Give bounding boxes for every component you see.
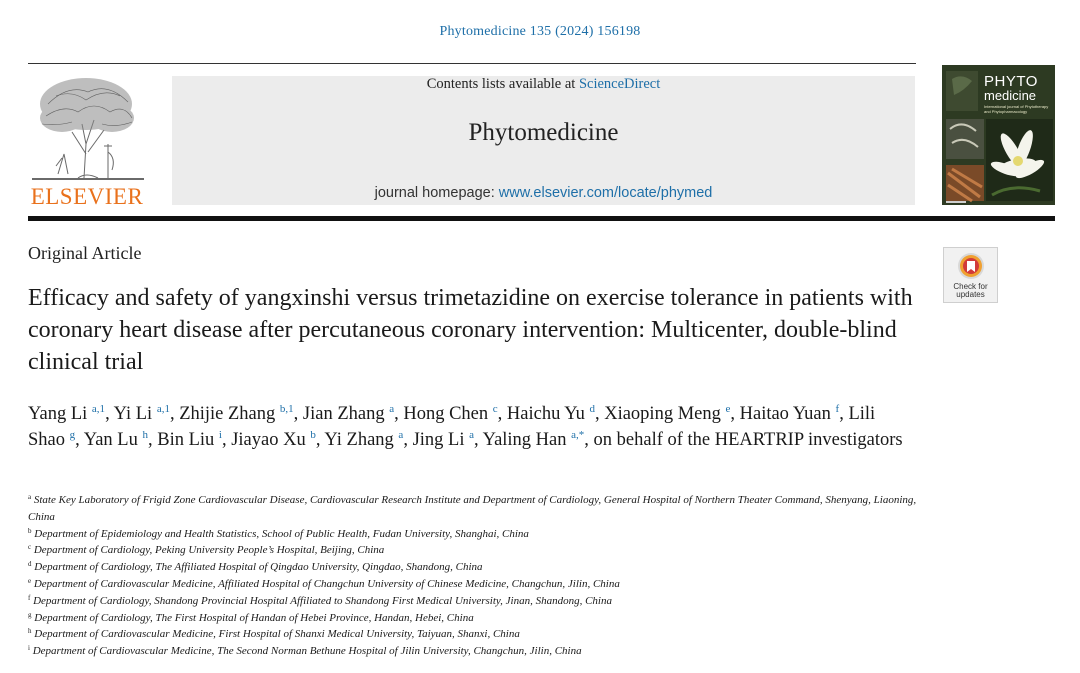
affiliation-letter: b [28,526,32,535]
author-name[interactable]: Bin Liu [157,429,215,450]
authors-suffix: , on behalf of the HEARTRIP investigators [584,429,903,450]
affiliation-letter: d [28,560,32,569]
cover-subtitle: International journal of Phytotherapy and Phytopharmacology [984,104,1049,114]
affiliation-list [28,492,928,660]
affiliation-item [28,576,928,593]
journal-citation[interactable]: Phytomedicine 135 (2024) 156198 [439,24,641,39]
elsevier-tree-icon [28,74,148,182]
affiliation-item [28,643,928,660]
author-name[interactable]: Jian Zhang [302,404,385,424]
affiliation-item [28,626,928,643]
author-affiliation-marker[interactable]: a,1 [156,403,170,415]
affiliation-text: Department of Cardiovascular Medicine, First Hospital of Shanxi Medical University, Taiyuan, Shanxi, China [31,628,520,641]
affiliation-text: Department of Epidemiology and Health Statistics, School of Public Health, Fudan University, Shanghai, China [31,527,529,540]
author-name[interactable]: Hong Chen [403,404,489,424]
author-name[interactable]: Xiaoping Meng [604,404,721,424]
affiliation-item [28,559,928,576]
elsevier-logo[interactable] [28,74,158,210]
contents-line: Contents lists available at ScienceDirect [426,76,661,92]
affiliation-item [28,593,928,610]
cover-title-phyto: PHYTO [984,73,1038,90]
affiliation-letter: c [28,543,32,552]
author-name[interactable]: Yang Li [28,404,88,424]
affiliation-item [28,542,928,559]
affiliation-item [28,610,928,627]
check-updates-label: Check for updates [953,282,988,299]
affiliation-letter: e [28,576,32,585]
check-updates-icon [956,251,986,281]
author-affiliation-marker[interactable]: b,1 [279,403,294,415]
author-name[interactable]: Jing Li [412,429,465,450]
article-title: Efficacy and safety of yangxinshi versus trimetazidine on exercise tolerance in patients with coronary heart disease after percutaneous coronary intervention: Multicenter, double-blind clinical trial [28,285,913,375]
affiliation-text: Department of Cardiology, Peking University People’s Hospital, Beijing, China [31,544,385,557]
author-list: Yang Li $^{a,1}$, Yi Li $^{a,1}$, Zhijie Zhang $^{b,1}$, Jian Zhang $^a$, Hong Chen $^c$, Haichu Yu $^d$, Xiaoping Meng $^e$, Haitao Yuan $^f$, Lili Shao $^g$, Yan Lu $^h$, Bin Liu $^i$, Jiayao Xu $^b$, Yi Zhang $^a$, Jing Li $^a$, Yaling Han $^{a,*}$, on behalf of the HEARTRIP investigators [28,403,903,450]
author-affiliation-marker[interactable]: a [398,428,404,441]
cover-title-medicine: medicine [984,88,1037,103]
author-affiliation-marker[interactable]: e [725,403,731,415]
check-for-updates-badge[interactable] [943,247,998,303]
affiliation-letter: g [28,610,32,619]
affiliation-item [28,526,928,543]
author-affiliation-marker[interactable]: a [469,428,474,441]
author-affiliation-marker[interactable]: a,1 [91,403,106,415]
elsevier-wordmark: ELSEVIER [30,184,144,209]
affiliation-letter: i [28,644,30,653]
author-affiliation-marker[interactable]: d [589,403,595,415]
author-name[interactable]: Zhijie Zhang [179,404,276,424]
homepage-line: journal homepage: www.elsevier.com/locate/phymed [374,185,713,201]
author-name[interactable]: Jiayao Xu [231,429,306,450]
header-top-rule [28,63,916,64]
author-name[interactable]: Haichu Yu [506,404,585,424]
affiliation-letter: f [28,593,31,602]
affiliation-text: Department of Cardiology, Shandong Provincial Hospital Affiliated to Shandong First Medical University, Jinan, Shandong, China [30,594,612,607]
sciencedirect-link[interactable]: ScienceDirect [578,76,661,92]
author-affiliation-marker[interactable]: h [142,428,148,441]
article-type: Original Article [28,243,142,263]
homepage-link[interactable]: www.elsevier.com/locate/phymed [498,185,713,201]
author-name[interactable]: Yi Li [113,404,153,424]
author-name[interactable]: Yaling Han [482,429,567,450]
journal-banner [172,76,915,205]
journal-title: Phytomedicine [468,119,619,146]
header-bottom-rule [28,216,1055,221]
author-affiliation-marker[interactable]: f [835,403,840,415]
author-name[interactable]: Yi Zhang [324,429,394,450]
affiliation-text: Department of Cardiovascular Medicine, Affiliated Hospital of Changchun University of Chinese Medicine, Changchun, Jilin, China [31,577,620,590]
author-name[interactable]: Yan Lu [83,429,138,450]
author-name[interactable]: Haitao Yuan [739,404,831,424]
affiliation-text: Department of Cardiology, The First Hospital of Handan of Hebei Province, Handan, Hebei, China [31,611,474,624]
affiliation-letter: a [28,493,32,501]
author-affiliation-marker[interactable]: b [310,428,316,441]
author-affiliation-marker[interactable]: a,* [571,428,585,441]
author-affiliation-marker[interactable]: c [492,403,498,415]
affiliation-item [28,492,928,526]
author-name[interactable]: Lili Shao [28,404,876,450]
affiliation-text: State Key Laboratory of Frigid Zone Cardiovascular Disease, Cardiovascular Research Institute and Department of Cardiology, General Hospital of Northern Theater Command, Shenyang, Liaoning, China [28,494,917,523]
author-affiliation-marker[interactable]: a [389,403,395,415]
journal-cover[interactable] [942,65,1055,205]
affiliation-text: Department of Cardiology, The Affiliated Hospital of Qingdao University, Qingdao, Shandong, China [31,561,483,574]
author-affiliation-marker[interactable]: g [69,428,76,441]
affiliation-letter: h [28,627,32,636]
affiliation-text: Department of Cardiovascular Medicine, The Second Norman Bethune Hospital of Jilin University, Changchun, Jilin, China [29,645,582,658]
author-affiliation-marker[interactable]: i [218,428,222,441]
